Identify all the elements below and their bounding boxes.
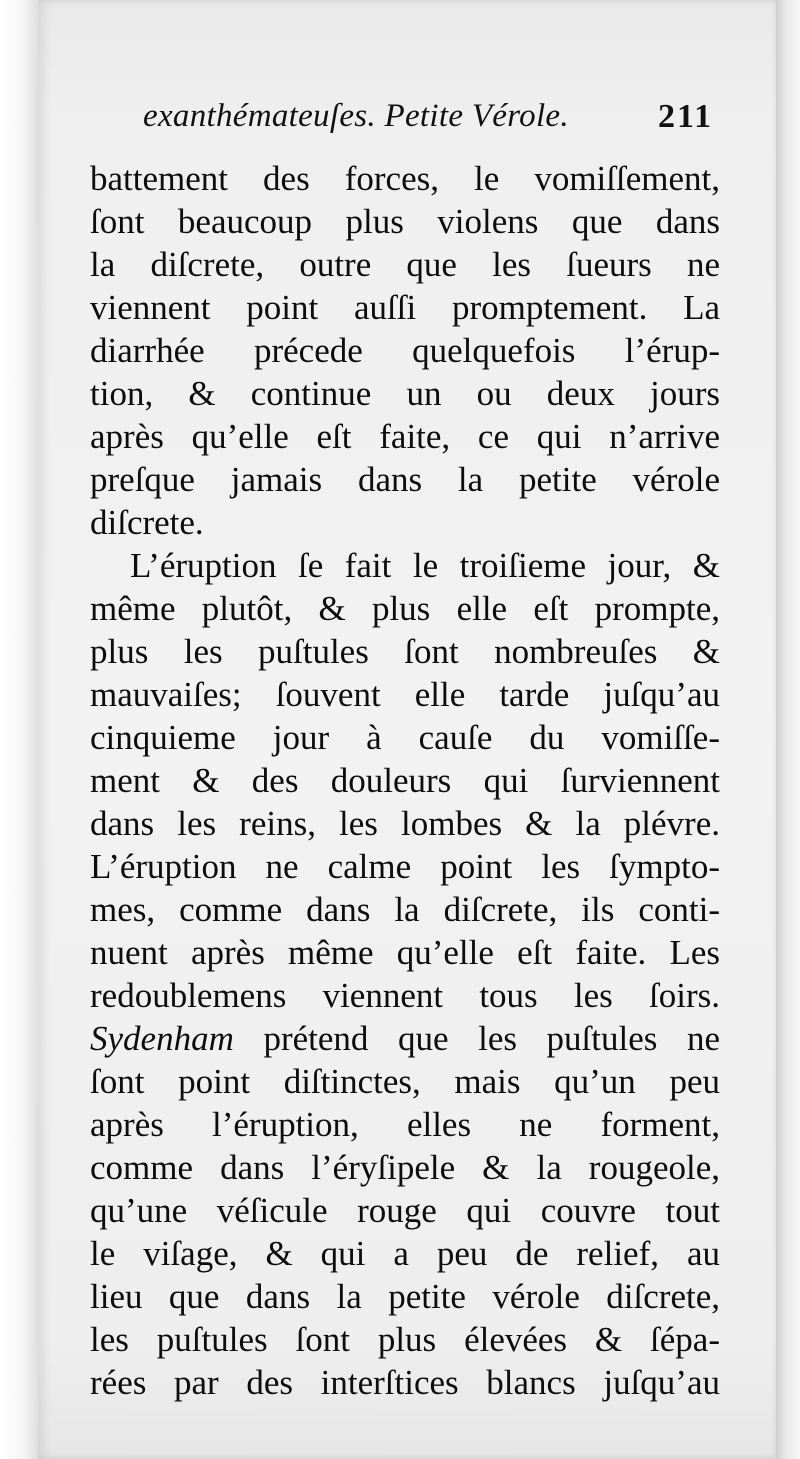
text-line: qu’une véſicule rouge qui couvre tout [90, 1191, 720, 1230]
text-line-continuation: prétend que les puſtules ne [263, 1019, 721, 1058]
author-name: Sydenham [90, 1019, 234, 1058]
text-line: dans les reins, les lombes & la plévre. [90, 804, 720, 843]
page-right-edge [776, 0, 800, 1459]
text-line: mes, comme dans la diſcrete, ils conti- [90, 890, 720, 929]
text-line: nuent après même qu’elle eſt faite. Les [90, 933, 720, 972]
text-line: redoublemens viennent tous les ſoirs. [90, 976, 720, 1015]
text-line: lieu que dans la petite vérole diſcrete, [90, 1277, 720, 1316]
text-line: preſque jamais dans la petite vérole [90, 460, 720, 499]
book-page [38, 0, 778, 1459]
text-line: battement des forces, le vomiſſement, [90, 159, 720, 198]
text-line: diarrhée précede quelquefois l’érup- [90, 331, 720, 370]
running-title: exanthémateuſes. Petite Vérole. [143, 98, 569, 134]
text-line: ſont point diſtinctes, mais qu’un peu [90, 1062, 720, 1101]
text-line: viennent point auſſi promptement. La [90, 288, 720, 327]
text-line: ſont beaucoup plus violens que dans [90, 202, 720, 241]
text-line: L’éruption ne calme point les ſympto- [90, 847, 720, 886]
text-line: comme dans l’éryſipele & la rougeole, [90, 1148, 720, 1187]
text-line: L’éruption ſe fait le troiſieme jour, & [130, 546, 720, 585]
text-line [90, 1017, 720, 1060]
text-line: cinquieme jour à cauſe du vomiſſe- [90, 718, 720, 757]
text-line: diſcrete. [90, 503, 204, 542]
text-line: le viſage, & qui a peu de relief, au [90, 1234, 720, 1273]
text-line: ment & des douleurs qui ſurviennent [90, 761, 720, 800]
text-line: rées par des interſtices blancs juſqu’au [90, 1363, 720, 1402]
text-line: après l’éruption, elles ne forment, [90, 1105, 720, 1144]
text-line: mauvaiſes; ſouvent elle tarde juſqu’au [90, 675, 720, 714]
text-line: la diſcrete, outre que les ſueurs ne [90, 245, 720, 284]
page-left-margin [0, 0, 40, 1459]
page-number: 211 [658, 98, 714, 135]
text-line: les puſtules ſont plus élevées & ſépa- [90, 1320, 720, 1359]
text-line: même plutôt, & plus elle eſt prompte, [90, 589, 720, 628]
text-line: plus les puſtules ſont nombreuſes & [90, 632, 720, 671]
text-line: après qu’elle eſt faite, ce qui n’arrive [90, 417, 720, 456]
body-text [90, 157, 720, 1404]
running-head [38, 98, 778, 148]
text-line: tion, & continue un ou deux jours [90, 374, 720, 413]
